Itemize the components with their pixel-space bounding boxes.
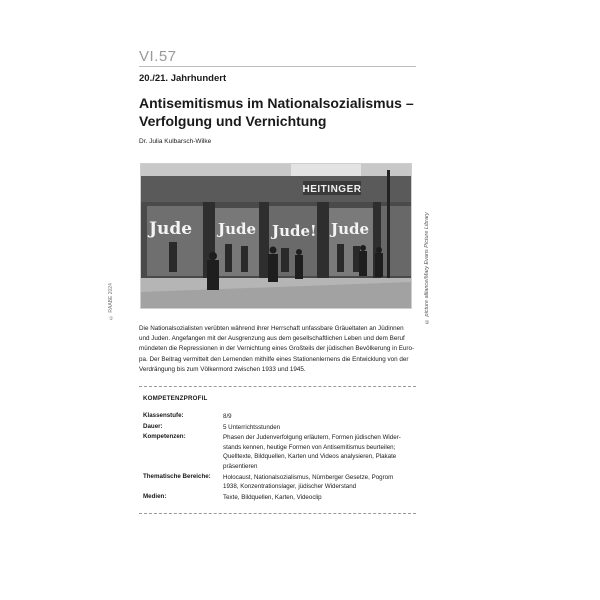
profile-label: Kompetenzen: [143,433,186,441]
series-title: 20./21. Jahrhundert [139,73,227,84]
profile-heading: KOMPETENZPROFIL [143,395,208,402]
profile-value-line: 1938, Konzentrationslager, jüdischer Widerstand [223,483,357,491]
profile-bottom-divider [139,513,416,514]
photo-credit: © picture alliance/Mary Evans Picture Library [424,212,430,324]
author-name: Dr. Julia Kulbarsch-Wilke [139,138,212,145]
profile-row-media [143,493,418,503]
profile-value [223,473,413,492]
window-word-3: Jude! [272,222,317,240]
window-word-4: Jude [331,220,370,238]
title-line-1: Antisemitismus im Nationalsozialismus – [139,95,414,111]
profile-value-line: 8/9 [223,413,232,420]
profile-label: Thematische Bereiche: [143,472,211,480]
profile-row-topics [143,473,418,492]
unit-code: VI.57 [139,48,177,65]
intro-line: Verdrängung bis zum Völkermord zwischen 1933 und 1945. [139,365,306,373]
profile-top-divider [139,386,416,387]
storefront-photo-drawing [141,164,411,308]
profile-value [223,423,413,433]
shop-sign-text: HEITINGER [302,184,362,195]
intro-line: pa. Der Beitrag vermittelt den Lernenden mithilfe eines Stationenlernens die Entwicklung von der [139,355,409,363]
page-title [139,94,429,130]
competence-profile [143,395,418,503]
profile-value [223,493,413,503]
profile-row-duration [143,423,418,433]
intro-paragraph [139,324,419,375]
profile-value-line: präsentieren [223,462,258,470]
profile-value-line: stands kennen, heutige Formen von Antisemitismus beurteilen; [223,443,396,451]
header-divider [139,66,416,67]
profile-value-line: Texte, Bildquellen, Karten, Videoclip [223,493,322,501]
profile-row-competences [143,433,418,471]
window-word-2: Jude [218,220,257,238]
intro-line: mündeten die Repressionen in der Vernichtung eines Großteils der jüdischen Bevölkerung in Euro- [139,345,415,353]
profile-value-line: Holocaust, Nationalsozialismus, Nürnberger Gesetze, Pogrom [223,473,394,481]
profile-label: Klassenstufe: [143,412,184,419]
historical-photo [140,163,412,309]
profile-label: Medien: [143,492,167,500]
profile-value-line: 5 Unterrichtsstunden [223,423,281,431]
profile-value-line: Quelltexte, Bildquellen, Karten und Videos analysieren, Plakate [223,453,397,461]
copyright-note: © RAABE 2024 [108,283,114,320]
title-line-2: Verfolgung und Vernichtung [139,113,327,129]
intro-line: Die Nationalsozialisten verübten während ihrer Herrschaft unfassbare Gräueltaten an Jüdinnen [139,325,404,332]
profile-row-grade [143,412,418,422]
profile-value [223,412,413,422]
intro-line: und Juden. Angefangen mit der Ausgrenzung aus dem gesellschaftlichen Leben und dem Beruf [139,335,405,343]
profile-label: Dauer: [143,422,163,430]
window-word-1: Jude [149,219,193,239]
profile-value-line: Phasen der Judenverfolgung erläutern, Formen jüdischen Wider- [223,434,401,442]
profile-value [223,433,413,471]
lamp-post [387,170,390,282]
